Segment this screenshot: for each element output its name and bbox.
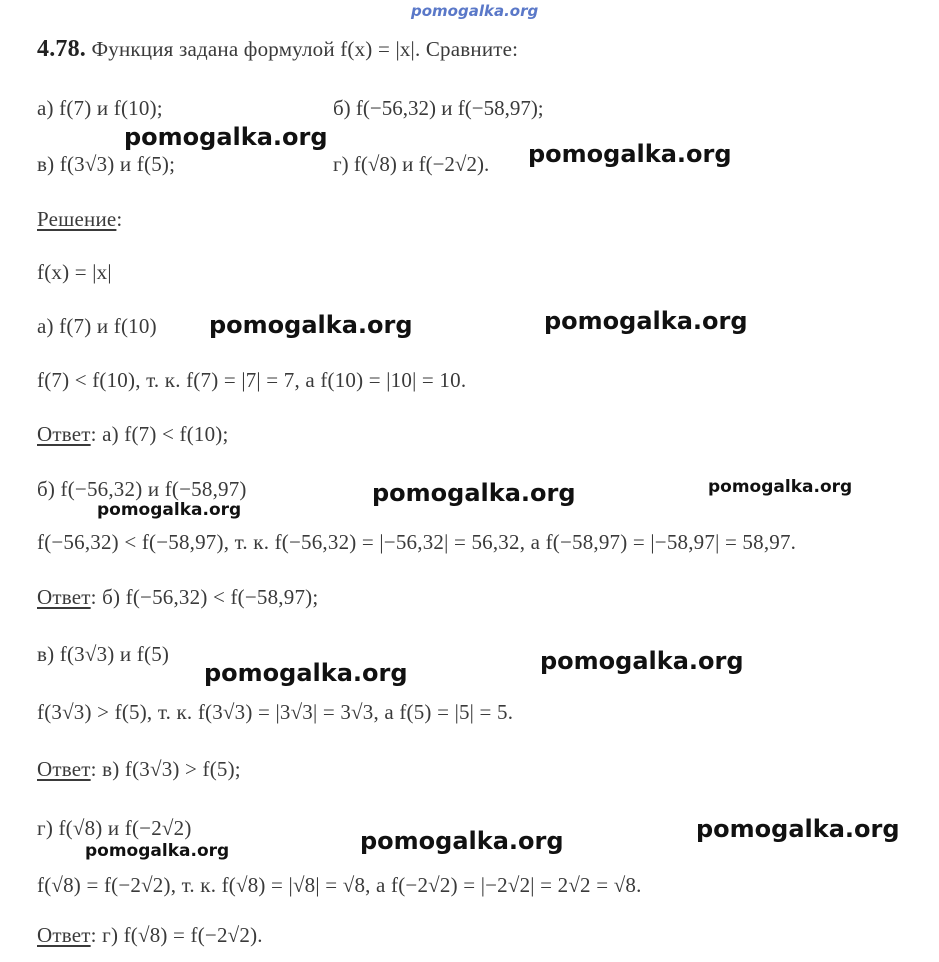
solution-b-answer: Ответ: б) f(−56,32) < f(−58,97); (37, 585, 319, 609)
problem-number: 4.78. (37, 36, 86, 62)
watermark: pomogalka.org (544, 307, 748, 335)
watermark: pomogalka.org (209, 311, 413, 339)
solution-a-title: а) f(7) и f(10) (37, 314, 157, 338)
solution-v-text: f(3√3) > f(5), т. к. f(3√3) = |3√3| = 3√3, а f(5) = |5| = 5. (37, 700, 514, 724)
problem-header (37, 36, 518, 63)
task-g: г) f(√8) и f(−2√2). (333, 152, 490, 176)
watermark: pomogalka.org (204, 659, 408, 687)
solution-b-text: f(−56,32) < f(−58,97), т. к. f(−56,32) = |−56,32| = 56,32, а f(−58,97) = |−58,97| = 58,97. (37, 530, 797, 554)
solution-formula: f(x) = |x| (37, 260, 112, 284)
watermark: pomogalka.org (124, 123, 328, 151)
solution-g-title: г) f(√8) и f(−2√2) (37, 816, 192, 840)
solution-g-answer: Ответ: г) f(√8) = f(−2√2). (37, 923, 263, 947)
watermark: pomogalka.org (97, 500, 242, 520)
watermark: pomogalka.org (708, 477, 853, 497)
watermark: pomogalka.org (528, 140, 732, 168)
problem-statement: Функция задана формулой f(x) = |x|. Сравните: (91, 37, 519, 61)
watermark: pomogalka.org (696, 815, 900, 843)
task-a: а) f(7) и f(10); (37, 96, 163, 120)
watermark: pomogalka.org (540, 647, 744, 675)
watermark-top: pomogalka.org (411, 2, 539, 20)
watermark: pomogalka.org (85, 841, 230, 861)
task-v: в) f(3√3) и f(5); (37, 152, 176, 176)
watermark: pomogalka.org (360, 827, 564, 855)
solution-v-title: в) f(3√3) и f(5) (37, 642, 170, 666)
solution-b-title: б) f(−56,32) и f(−58,97) (37, 477, 247, 501)
solution-a-answer: Ответ: а) f(7) < f(10); (37, 422, 229, 446)
watermark: pomogalka.org (372, 479, 576, 507)
solution-g-text: f(√8) = f(−2√2), т. к. f(√8) = |√8| = √8, а f(−2√2) = |−2√2| = 2√2 = √8. (37, 873, 642, 897)
solution-heading: Решение: (37, 207, 123, 231)
solution-v-answer: Ответ: в) f(3√3) > f(5); (37, 757, 241, 781)
solution-a-text: f(7) < f(10), т. к. f(7) = |7| = 7, а f(10) = |10| = 10. (37, 368, 467, 392)
task-b: б) f(−56,32) и f(−58,97); (333, 96, 544, 120)
